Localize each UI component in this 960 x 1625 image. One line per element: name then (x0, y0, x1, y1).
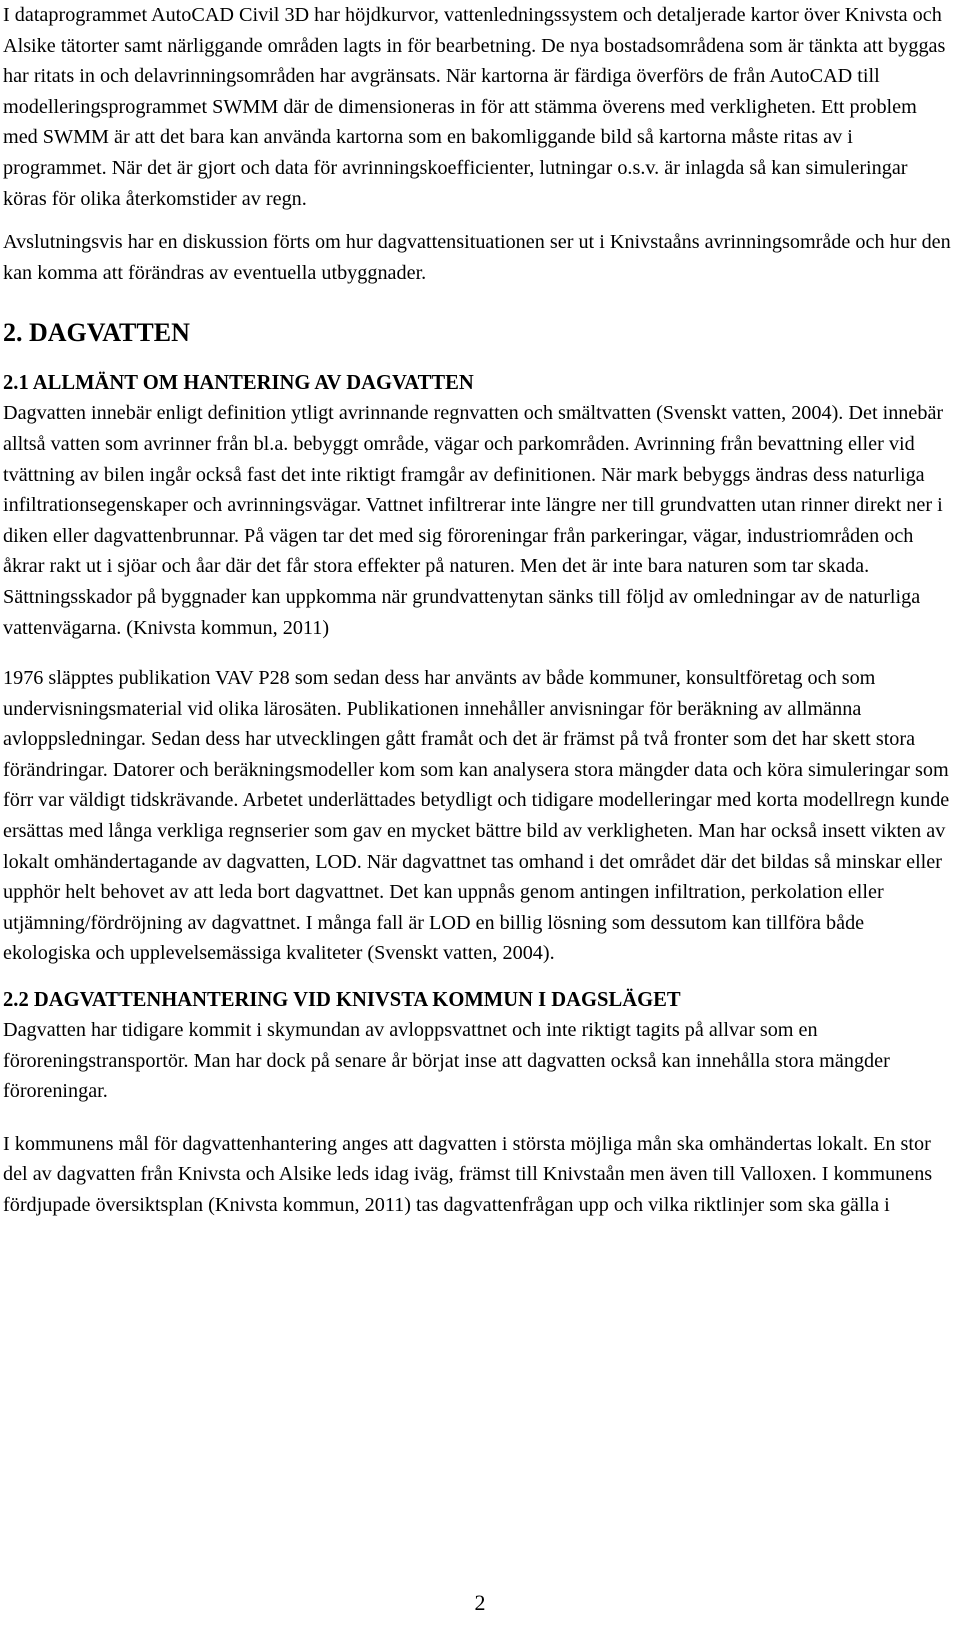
document-page (3, 0, 951, 1221)
subsection-heading-2-2: 2.2 DAGVATTENHANTERING VID KNIVSTA KOMMUN I DAGSLÄGET (3, 989, 681, 1012)
subsection-heading-2-1: 2.1 ALLMÄNT OM HANTERING AV DAGVATTEN (3, 372, 474, 395)
subsection-2-2-paragraph-2: I kommunens mål för dagvattenhantering anges att dagvatten i största möjliga mån ska omhändertas lokalt. En stor del av dagvatten från Knivsta och Alsike leds idag iväg, främst till Knivstaån men även till Valloxen. I kommunens fördjupade översiktsplan (Knivsta kommun, 2011) tas dagvattenfrågan upp och vilka riktlinjer som ska gälla i (3, 1132, 933, 1216)
subsection-2-1-paragraph-2: 1976 släpptes publikation VAV P28 som sedan dess har använts av både kommuner, konsultföretag och som undervisningsmaterial vid olika lärosäten. Publikationen innehåller anvisningar för beräkning av allmänna avloppsledningar. Sedan dess har utvecklingen gått framåt och det är främst på två fronter som det har skett stora förändringar. Datorer och beräkningsmodeller kom som kan analysera stora mängder data och köra simuleringar som förr var väldigt tidskrävande. Arbetet underlättades betydligt och tidigare modelleringar med korta modellregn kunde ersättas med långa verkliga regnserier som gav en mycket bättre bild av verkligheten. Man har också insett vikten av lokalt omhändertagande av dagvatten, LOD. När dagvattnet tas omhand i det området där det bildas så minskar eller upphör helt behovet av att leda bort dagvattnet. Det kan uppnås genom antingen infiltration, perkolation eller utjämning/fördröjning av dagvattnet. I många fall är LOD en billig lösning som dessutom kan tillföra både ekologiska och upplevelsemässiga kvaliteter (Svenskt vatten, 2004). (3, 667, 950, 965)
subsection-2-1-paragraph-1: Dagvatten innebär enligt definition ytligt avrinnande regnvatten och smältvatten (Svenskt vatten, 2004). Det innebär alltså vatten som avrinner från bl.a. bebyggt område, vägar och parkområden. Avrinning från bevattning eller vid tvättning av bilen ingår också fast det inte riktigt framgår av definitionen. När mark bebyggs ändras dess naturliga infiltrationsegenskaper och avrinningsvägar. Vattnet infiltrerar inte längre ner till grundvatten utan rinner direkt ner i diken eller dagvattenbrunnar. På vägen tar det med sig föroreningar från parkeringar, vägar, industriområden och åkrar rakt ut i sjöar och åar där det får stora effekter på naturen. Men det är inte bara naturen som tar skada. Sättningsskador på byggnader kan uppkomma när grundvattenytan sänks till följd av omledningar av de naturliga vattenvägarna. (Knivsta kommun, 2011) (3, 402, 944, 639)
page-number: 2 (474, 1590, 486, 1615)
subsection-2-2-paragraph-1: Dagvatten har tidigare kommit i skymundan av avloppsvattnet och inte riktigt tagits på allvar som en föroreningstransportör. Man har dock på senare år börjat inse att dagvatten också kan innehålla stora mängder föroreningar. (3, 1019, 890, 1103)
intro-paragraph-1: I dataprogrammet AutoCAD Civil 3D har höjdkurvor, vattenledningssystem och detaljerade kartor över Knivsta och Alsike tätorter samt närliggande områden lagts in för bearbetning. De nya bostadsområdena som är tänkta att byggas har ritats in och delavrinningsområden har avgränsats. När kartorna är färdiga överförs de från AutoCAD till modelleringsprogrammet SWMM där de dimensioneras in för att stämma överens med verkligheten. Ett problem med SWMM är att det bara kan använda kartorna som en bakomliggande bild så kartorna måste ritas av i programmet. När det är gjort och data för avrinningskoefficienter, lutningar o.s.v. är inlagda så kan simuleringar köras för olika återkomstider av regn. (3, 4, 946, 210)
intro-paragraph-2: Avslutningsvis har en diskussion förts om hur dagvattensituationen ser ut i Knivstaåns avrinningsområde och hur den kan komma att förändras av eventuella utbyggnader. (3, 231, 951, 284)
section-heading-dagvatten: 2. DAGVATTEN (3, 318, 190, 348)
